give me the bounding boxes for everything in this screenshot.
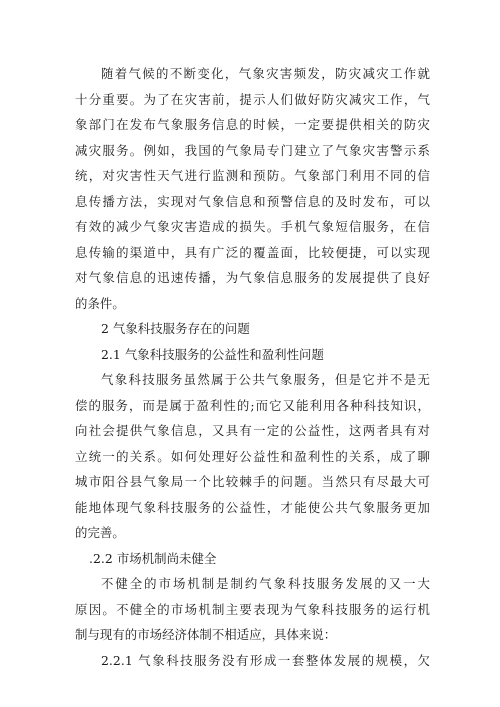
- paragraph-line: 偿的服务，而是属于盈利性的;而它又能利用各种科技知识，: [75, 398, 430, 413]
- paragraph-line: 对气象信息的迅速传播，为气象信息服务的发展提供了良好: [75, 270, 430, 285]
- paragraph-line: 随着气候的不断变化，气象灾害频发，防灾减灾工作就: [101, 66, 430, 81]
- paragraph-line: 城市阳谷县气象局一个比较棘手的问题。当然只有尽最大可: [75, 474, 430, 489]
- paragraph-line: 十分重要。为了在灾害前，提示人们做好防灾减灾工作，气: [75, 92, 430, 107]
- paragraph-line: 气象科技服务虽然属于公共气象服务，但是它并不是无: [101, 372, 430, 387]
- subsection-heading: 2.1 气象科技服务的公益性和盈利性问题: [101, 347, 324, 362]
- paragraph-line: 立统一的关系。如何处理好公益性和盈利性的关系，成了聊: [75, 449, 430, 464]
- paragraph-line: 息传播方法，实现对气象信息和预警信息的及时发布，可以: [75, 194, 430, 209]
- section-heading: 2 气象科技服务存在的问题: [101, 321, 250, 336]
- paragraph-line: 原因。不健全的市场机制主要表现为气象科技服务的运行机: [75, 602, 430, 617]
- paragraph-line: 向社会提供气象信息，又具有一定的公益性，这两者具有对: [75, 423, 430, 438]
- paragraph-line: 的条件。: [75, 296, 125, 311]
- paragraph-line: 有效的减少气象灾害造成的损失。手机气象短信服务，在信: [75, 219, 430, 234]
- paragraph-line: 息传输的渠道中，具有广泛的覆盖面，比较便捷，可以实现: [75, 245, 430, 260]
- subsection-heading: .2.2 市场机制尚未健全: [89, 551, 217, 566]
- paragraph-line: 象部门在发布气象服务信息的时候，一定要提供相关的防灾: [75, 117, 430, 132]
- paragraph-line: 不健全的市场机制是制约气象科技服务发展的又一大: [101, 576, 430, 591]
- paragraph-line: 2.2.1 气象科技服务没有形成一套整体发展的规模，欠: [101, 653, 430, 668]
- paragraph-line: 统，对灾害性天气进行监测和预防。气象部门利用不同的信: [75, 168, 430, 183]
- paragraph-line: 减灾服务。例如，我国的气象局专门建立了气象灾害警示系: [75, 143, 430, 158]
- paragraph-line: 的完善。: [75, 525, 125, 540]
- paragraph-line: 制与现有的市场经济体制不相适应，具体来说：: [75, 627, 337, 642]
- paragraph-line: 能地体现气象科技服务的公益性，才能使公共气象服务更加: [75, 500, 430, 515]
